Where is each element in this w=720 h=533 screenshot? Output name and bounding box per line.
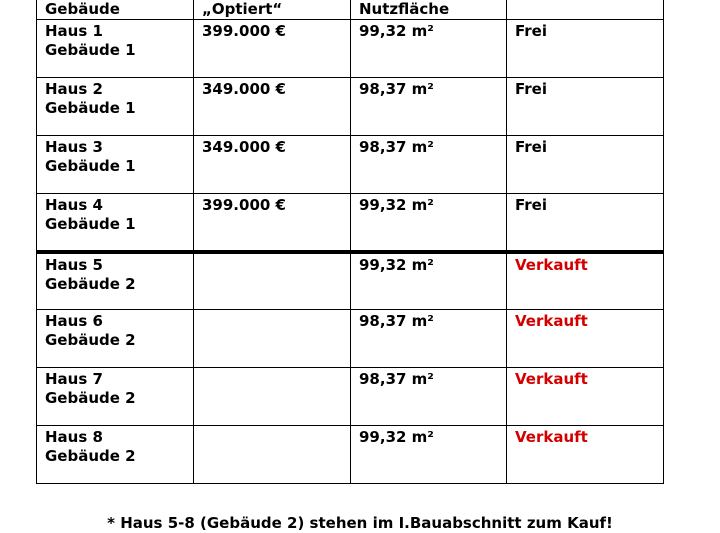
cell-price: 399.000 € (194, 194, 351, 252)
footnote: * Haus 5-8 (Gebäude 2) stehen im I.Bauabschnitt zum Kauf! (107, 514, 613, 532)
cell-building (37, 78, 194, 136)
building-label: Gebäude 1 (45, 215, 136, 233)
cell-area: 99,32 m² (351, 20, 507, 78)
header-nutzflaeche: Nutzfläche (351, 0, 507, 20)
house-label: Haus 1 (45, 22, 103, 40)
header-optiert: „Optiert“ (194, 0, 351, 20)
building-label: Gebäude 1 (45, 41, 136, 59)
cell-area: 98,37 m² (351, 78, 507, 136)
table-row (37, 78, 664, 136)
cell-building (37, 136, 194, 194)
building-label: Gebäude 1 (45, 157, 136, 175)
cell-status: Verkauft (507, 310, 664, 368)
table-row (37, 310, 664, 368)
cell-price: 399.000 € (194, 20, 351, 78)
cell-area: 99,32 m² (351, 194, 507, 252)
cell-area: 98,37 m² (351, 368, 507, 426)
cell-status: Frei (507, 20, 664, 78)
header-status (507, 0, 664, 20)
building-label: Gebäude 2 (45, 331, 136, 349)
cell-price (194, 252, 351, 310)
property-table (36, 0, 664, 484)
table-row (37, 136, 664, 194)
building-label: Gebäude 2 (45, 389, 136, 407)
cell-area: 99,32 m² (351, 426, 507, 484)
table-row (37, 426, 664, 484)
cell-price (194, 368, 351, 426)
cell-building (37, 368, 194, 426)
cell-area: 98,37 m² (351, 310, 507, 368)
table-row (37, 252, 664, 310)
cell-price (194, 310, 351, 368)
house-label: Haus 8 (45, 428, 103, 446)
building-label: Gebäude 1 (45, 99, 136, 117)
house-label: Haus 6 (45, 312, 103, 330)
cell-status: Frei (507, 78, 664, 136)
cell-building (37, 426, 194, 484)
header-gebaeude: Gebäude (37, 0, 194, 20)
building-label: Gebäude 2 (45, 447, 136, 465)
table-row (37, 368, 664, 426)
cell-price (194, 426, 351, 484)
cell-status: Frei (507, 136, 664, 194)
house-label: Haus 2 (45, 80, 103, 98)
house-label: Haus 5 (45, 255, 103, 274)
table-row (37, 20, 664, 78)
house-label: Haus 4 (45, 196, 103, 214)
cell-area: 98,37 m² (351, 136, 507, 194)
table-header-row (37, 0, 664, 20)
cell-area: 99,32 m² (351, 252, 507, 310)
cell-price: 349.000 € (194, 136, 351, 194)
cell-building (37, 194, 194, 252)
cell-status: Verkauft (507, 368, 664, 426)
building-label: Gebäude 2 (45, 274, 136, 293)
cell-price: 349.000 € (194, 78, 351, 136)
cell-building (37, 20, 194, 78)
table-row (37, 194, 664, 252)
house-label: Haus 3 (45, 138, 103, 156)
cell-status: Verkauft (507, 426, 664, 484)
cell-status: Frei (507, 194, 664, 252)
cell-building (37, 252, 194, 310)
cell-status: Verkauft (507, 252, 664, 310)
cell-building (37, 310, 194, 368)
house-label: Haus 7 (45, 370, 103, 388)
